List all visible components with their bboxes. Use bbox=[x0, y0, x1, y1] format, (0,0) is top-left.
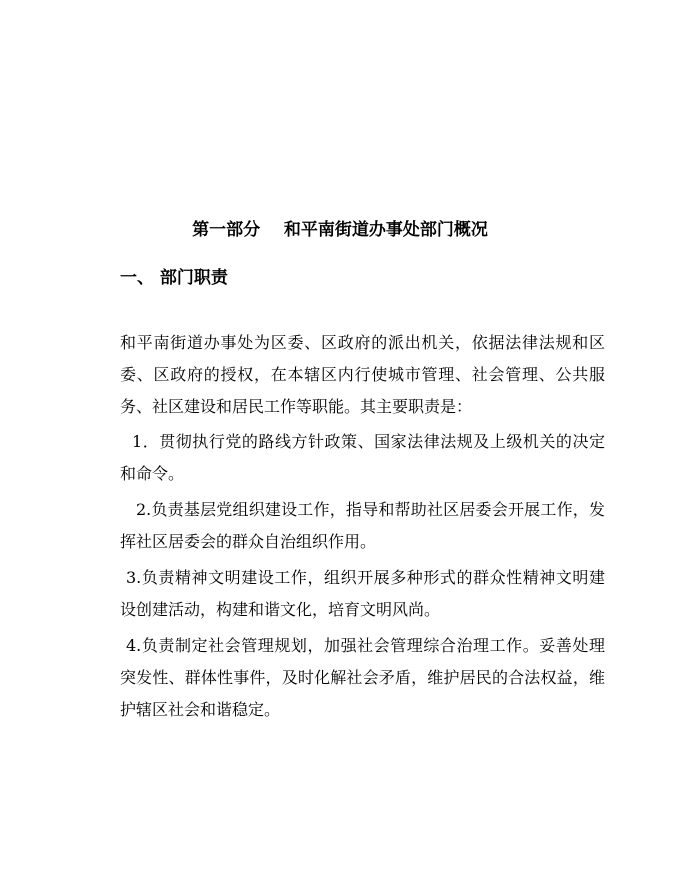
duty-item-2-block bbox=[120, 494, 605, 558]
section-heading: 一、 部门职责 bbox=[120, 268, 228, 288]
duty-item: 3.负责精神文明建设工作，组织开展多种形式的群众性精神文明建设创建活动，构建和谐文化，培育文明风尚。 bbox=[120, 568, 605, 619]
intro-block bbox=[120, 327, 605, 423]
duty-item: 2.负责基层党组织建设工作，指导和帮助社区居委会开展工作，发挥社区居委会的群众自治组织作用。 bbox=[120, 500, 605, 551]
intro-paragraph: 和平南街道办事处为区委、区政府的派出机关，依据法律法规和区委、区政府的授权，在本辖区内行使城市管理、社会管理、公共服务、社区建设和居民工作等职能。其主要职责是： bbox=[120, 333, 605, 416]
duty-item-1-block bbox=[120, 426, 605, 490]
duty-item-4-block bbox=[120, 630, 605, 726]
duty-item-3-block bbox=[120, 562, 605, 626]
duty-item: 4.负责制定社会管理规划，加强社会管理综合治理工作。妥善处理突发性、群体性事件，及时化解社会矛盾，维护居民的合法权益，维护辖区社会和谐稳定。 bbox=[120, 636, 605, 719]
page-title: 第一部分 和平南街道办事处部门概况 bbox=[192, 220, 488, 240]
duty-item: 1．贯彻执行党的路线方针政策、国家法律法规及上级机关的决定和命令。 bbox=[120, 432, 605, 483]
